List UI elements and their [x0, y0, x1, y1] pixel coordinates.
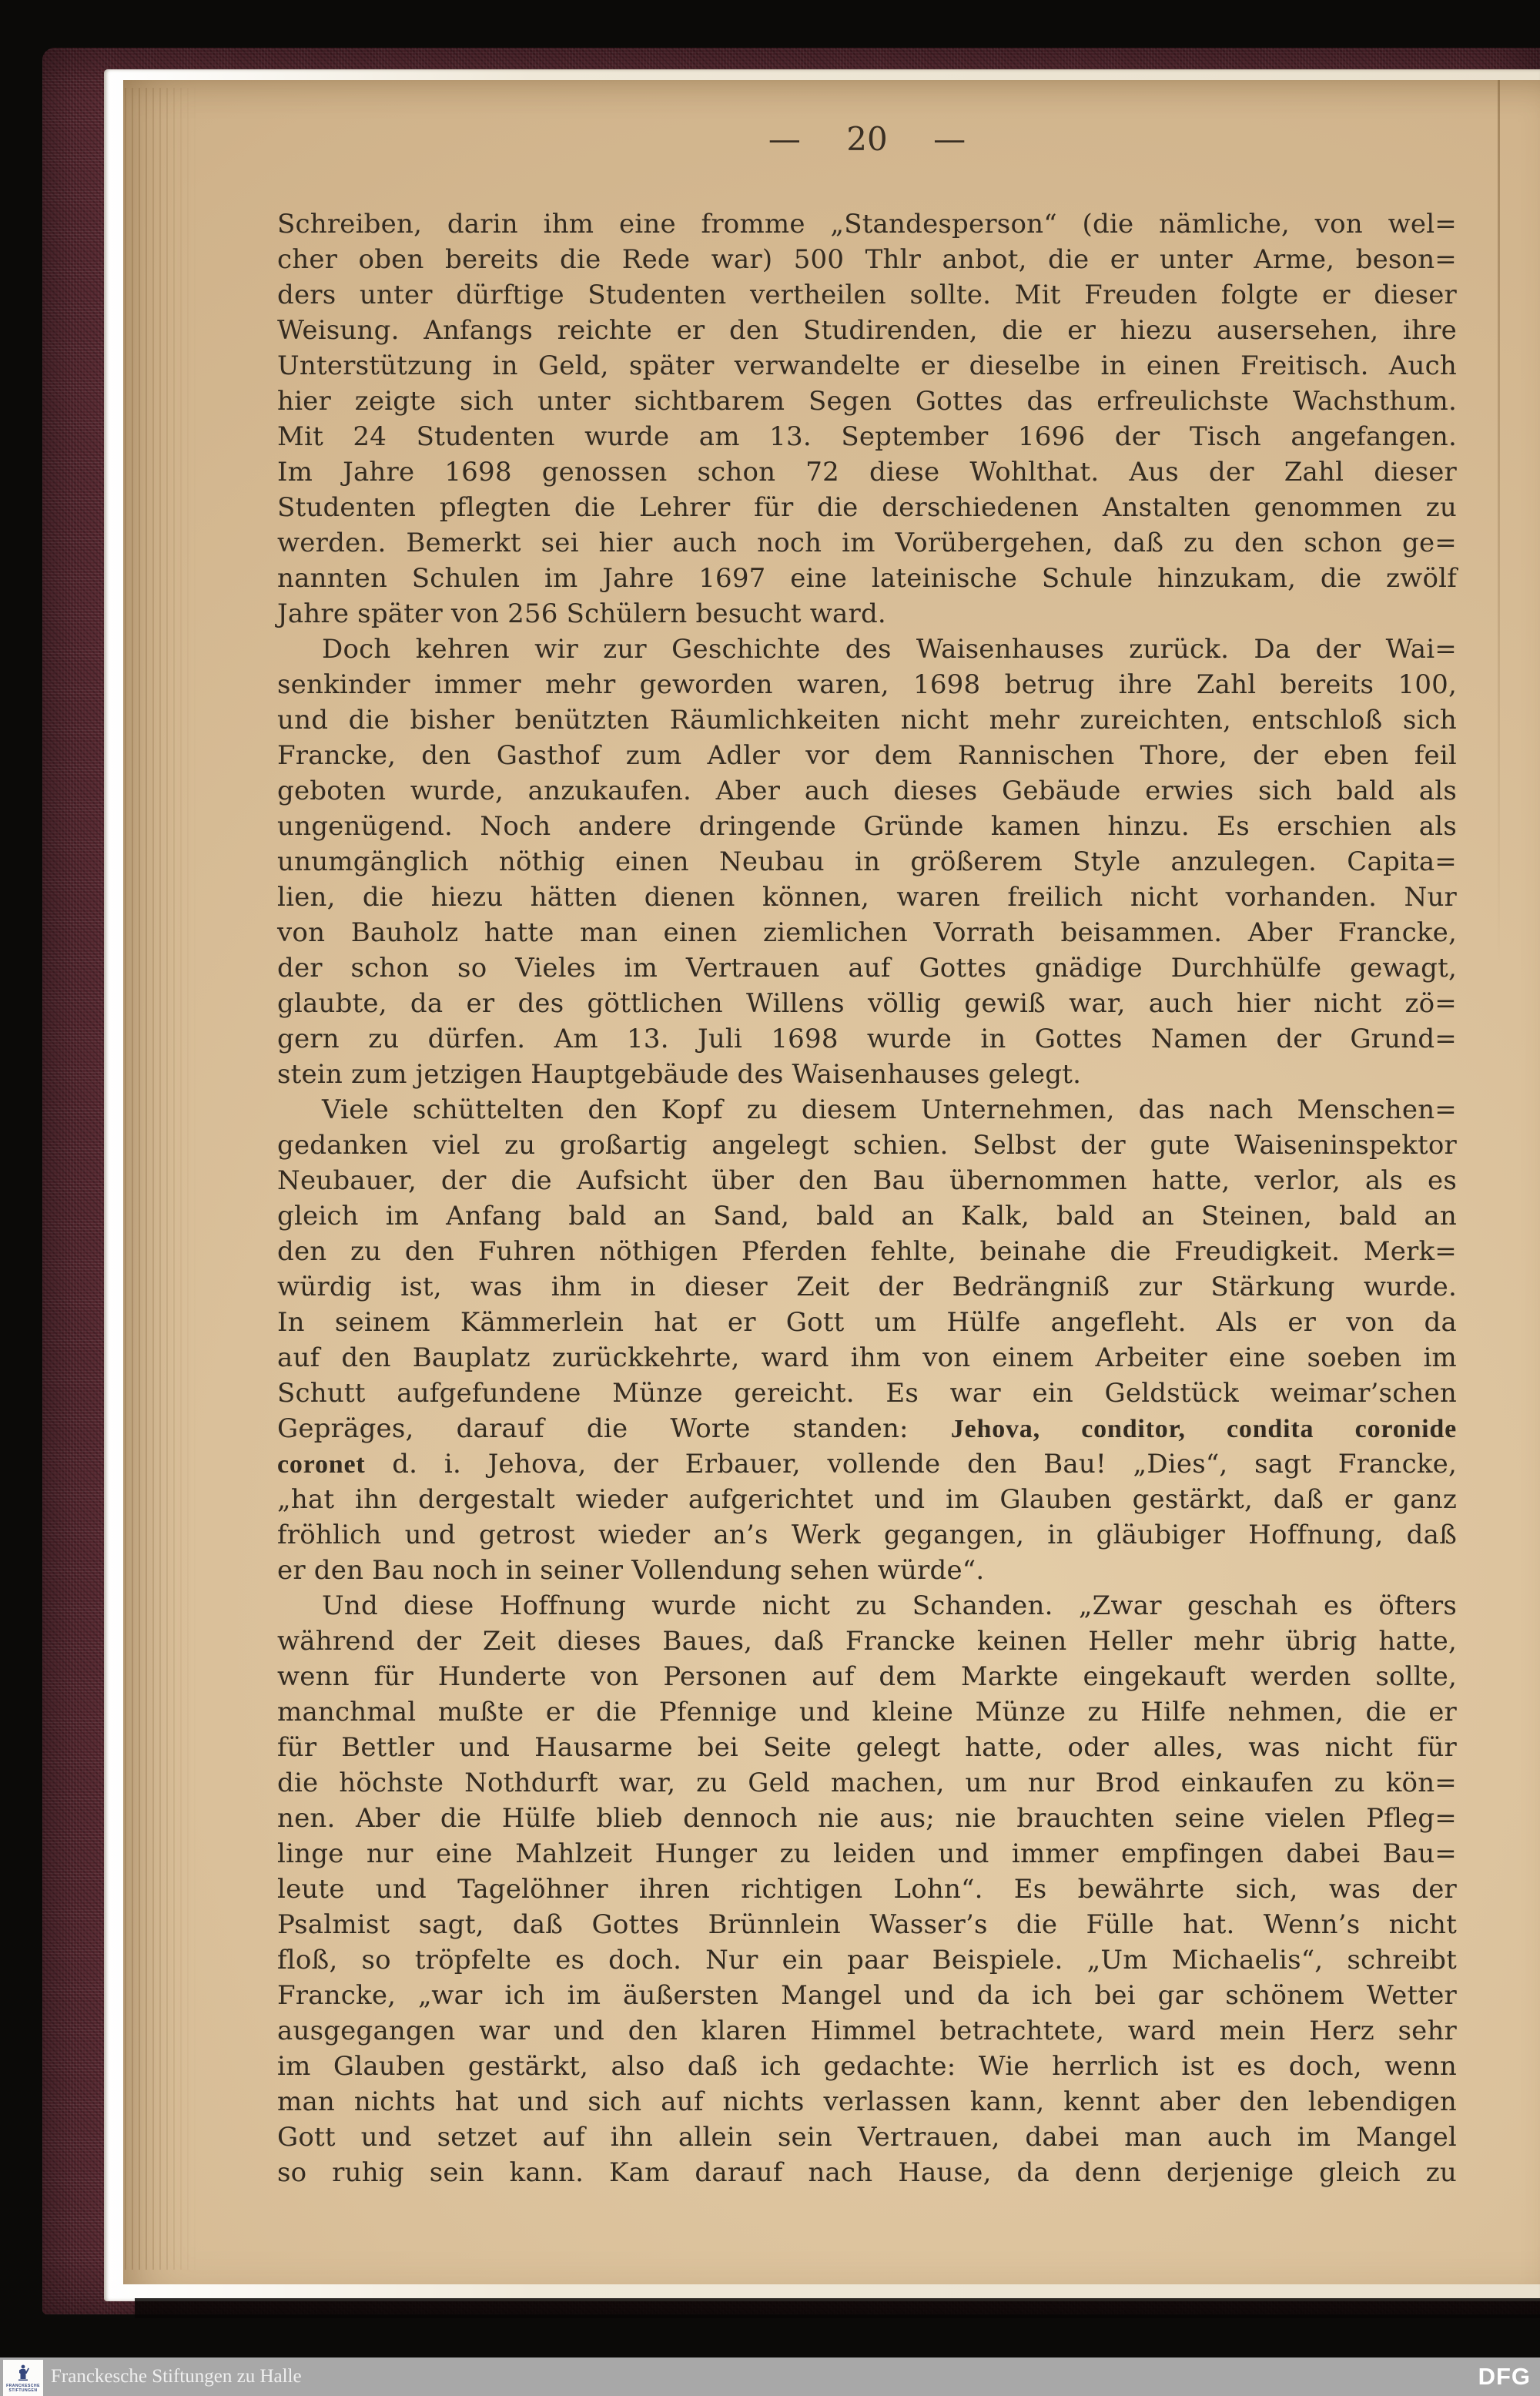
- fraktur-text: Neubauer, der die Aufsicht über den Bau übernommen hatte, verlor, als es: [277, 1165, 1457, 1196]
- text-line: [277, 1836, 1457, 1872]
- fraktur-text: Gott und setzet auf ihn allein sein Vertrauen, dabei man auch im Mangel: [277, 2122, 1457, 2153]
- fraktur-text: werden. Bemerkt sei hier auch noch im Vorübergehen, daß zu den schon ge=: [277, 528, 1457, 558]
- fraktur-text: für Bettler und Hausarme bei Seite gelegt hatte, oder alles, was nicht für: [277, 1732, 1457, 1763]
- text-line: [277, 313, 1457, 348]
- fraktur-text: linge nur eine Mahlzeit Hunger zu leiden und immer empfingen dabei Bau=: [277, 1838, 1457, 1869]
- text-line: [277, 1517, 1457, 1553]
- text-line: [277, 1730, 1457, 1765]
- antiqua-bold-text: Jehova, conditor, condita coronide: [950, 1415, 1457, 1443]
- text-line: [277, 1128, 1457, 1163]
- text-line: [277, 702, 1457, 738]
- fraktur-text: so ruhig sein kann. Kam darauf nach Hause, da denn derjenige gleich zu: [277, 2157, 1457, 2188]
- fraktur-text: gedanken viel zu großartig angelegt schien. Selbst der gute Waiseninspektor: [277, 1130, 1457, 1161]
- text-line: [277, 915, 1457, 950]
- franckesche-stiftungen-logo: [3, 2360, 43, 2396]
- text-line: [277, 1234, 1457, 1269]
- antiqua-bold-text: coronet: [277, 1450, 366, 1479]
- text-line: [277, 844, 1457, 880]
- fraktur-text: nen. Aber die Hülfe blieb dennoch nie aus; nie brauchten seine vielen Pfleg=: [277, 1803, 1457, 1834]
- fraktur-text: stein zum jetzigen Hauptgebäude des Waisenhauses gelegt.: [277, 1059, 1082, 1090]
- fraktur-text: gleich im Anfang bald an Sand, bald an Kalk, bald an Steinen, bald an: [277, 1201, 1457, 1232]
- text-line: [277, 2155, 1457, 2190]
- text-line: [277, 348, 1457, 384]
- text-line: [277, 1021, 1457, 1057]
- text-line: [277, 1163, 1457, 1198]
- fraktur-text: fröhlich und getrost wieder an’s Werk gegangen, in gläubiger Hoffnung, daß: [277, 1520, 1457, 1550]
- text-line: [277, 773, 1457, 809]
- fraktur-text: Psalmist sagt, daß Gottes Brünnlein Wasser’s die Fülle hat. Wenn’s nicht: [277, 1909, 1457, 1940]
- logo-caption-line2: STIFTUNGEN: [8, 2388, 38, 2393]
- fraktur-text: Gepräges, darauf die Worte standen:: [277, 1413, 951, 1444]
- text-line: [277, 1624, 1457, 1659]
- text-line: [277, 1659, 1457, 1694]
- fraktur-text: wenn für Hunderte von Personen auf dem Markte eingekauft werden sollte,: [277, 1661, 1457, 1692]
- page-number: — 20 —: [768, 120, 966, 158]
- fraktur-text: auf den Bauplatz zurückkehrte, ward ihm von einem Arbeiter eine soeben im: [277, 1342, 1457, 1373]
- text-line: [277, 950, 1457, 986]
- institution-label: Franckesche Stiftungen zu Halle: [51, 2366, 302, 2387]
- text-line: [277, 1553, 1457, 1588]
- page-curl-striations: [125, 88, 198, 2270]
- text-line: [277, 2013, 1457, 2049]
- francke-figure-icon: [16, 2364, 30, 2384]
- text-line: [277, 206, 1457, 242]
- fraktur-text: leute und Tagelöhner ihren richtigen Lohn“. Es bewährte sich, was der: [277, 1874, 1457, 1905]
- fraktur-text: ungenügend. Noch andere dringende Gründe kamen hinzu. Es erschien als: [277, 811, 1457, 842]
- text-line: [277, 986, 1457, 1021]
- text-line: [277, 1446, 1457, 1482]
- book-page: [123, 80, 1540, 2284]
- fraktur-text: glaubte, da er des göttlichen Willens völlig gewiß war, auch hier nicht zö=: [277, 988, 1457, 1019]
- text-line: [277, 525, 1457, 561]
- fraktur-text: Weisung. Anfangs reichte er den Studirenden, die er hiezu ausersehen, ihre: [277, 315, 1457, 346]
- fraktur-text: Schutt aufgefundene Münze gereicht. Es war ein Geldstück weimar’schen: [277, 1378, 1457, 1409]
- text-line: [277, 419, 1457, 454]
- viewer-footer-bar: [0, 2357, 1540, 2396]
- text-line: [277, 1588, 1457, 1624]
- text-line: [277, 2084, 1457, 2120]
- text-line: [277, 738, 1457, 773]
- fraktur-text: d. i. Jehova, der Erbauer, vollende den Bau! „Dies“, sagt Francke,: [365, 1449, 1457, 1479]
- fraktur-text: den zu den Fuhren nöthigen Pferden fehlte, beinahe die Freudigkeit. Merk=: [277, 1236, 1457, 1267]
- book-bottom-shadow: [135, 2298, 1540, 2318]
- fraktur-text: von Bauholz hatte man einen ziemlichen Vorrath beisammen. Aber Francke,: [277, 917, 1457, 948]
- fraktur-text: nannten Schulen im Jahre 1697 eine lateinische Schule hinzukam, die zwölf: [277, 563, 1457, 594]
- fraktur-text: floß, so tröpfelte es doch. Nur ein paar Beispiele. „Um Michaelis“, schreibt: [277, 1945, 1457, 1975]
- fraktur-text: cher oben bereits die Rede war) 500 Thlr anbot, die er unter Arme, beson=: [277, 244, 1457, 275]
- fraktur-text: manchmal mußte er die Pfennige und kleine Münze zu Hilfe nehmen, die er: [277, 1697, 1457, 1727]
- text-line: [277, 242, 1457, 277]
- fraktur-text: er den Bau noch in seiner Vollendung sehen würde“.: [277, 1555, 985, 1586]
- fraktur-text: unumgänglich nöthig einen Neubau in größerem Style anzulegen. Capita=: [277, 846, 1457, 877]
- text-line: [277, 1092, 1457, 1128]
- text-line: [277, 1801, 1457, 1836]
- fraktur-text: Im Jahre 1698 genossen schon 72 diese Wohlthat. Aus der Zahl dieser: [277, 457, 1457, 488]
- text-line: [277, 1694, 1457, 1730]
- text-line: [277, 2049, 1457, 2084]
- fraktur-text: senkinder immer mehr geworden waren, 1698 betrug ihre Zahl bereits 100,: [277, 669, 1457, 700]
- fraktur-text: geboten wurde, anzukaufen. Aber auch dieses Gebäude erwies sich bald als: [277, 776, 1457, 806]
- text-line: [277, 667, 1457, 702]
- text-line: [277, 1942, 1457, 1978]
- fraktur-text: hier zeigte sich unter sichtbarem Segen Gottes das erfreulichste Wachsthum.: [277, 386, 1457, 417]
- page-crease: [1498, 80, 1500, 966]
- fraktur-text: Und diese Hoffnung wurde nicht zu Schanden. „Zwar geschah es öfters: [322, 1590, 1457, 1621]
- fraktur-text: Mit 24 Studenten wurde am 13. September 1696 der Tisch angefangen.: [277, 421, 1457, 452]
- text-line: [277, 1765, 1457, 1801]
- fraktur-text: Unterstützung in Geld, später verwandelte er dieselbe in einen Freitisch. Auch: [277, 350, 1457, 381]
- dfg-logo: DFG: [1478, 2363, 1531, 2390]
- text-line: [277, 1340, 1457, 1376]
- text-line: [277, 1482, 1457, 1517]
- fraktur-text: die höchste Nothdurft war, zu Geld machen, um nur Brod einkaufen zu kön=: [277, 1768, 1457, 1798]
- fraktur-text: man nichts hat und sich auf nichts verlassen kann, kennt aber den lebendigen: [277, 2086, 1457, 2117]
- fraktur-text: im Glauben gestärkt, also daß ich gedachte: Wie herrlich ist es doch, wenn: [277, 2051, 1457, 2082]
- text-line: [277, 1305, 1457, 1340]
- fraktur-text: Doch kehren wir zur Geschichte des Waisenhauses zurück. Da der Wai=: [322, 634, 1457, 665]
- text-line: [277, 561, 1457, 596]
- text-line: [277, 1872, 1457, 1907]
- fraktur-text: Schreiben, darin ihm eine fromme „Standesperson“ (die nämliche, von wel=: [277, 209, 1457, 240]
- text-block: [277, 206, 1457, 2190]
- fraktur-text: ders unter dürftige Studenten vertheilen sollte. Mit Freuden folgte er dieser: [277, 280, 1457, 310]
- fraktur-text: lien, die hiezu hätten dienen können, waren freilich nicht vorhanden. Nur: [277, 882, 1457, 913]
- fraktur-text: während der Zeit dieses Baues, daß Francke keinen Heller mehr übrig hatte,: [277, 1626, 1457, 1657]
- text-line: [277, 1978, 1457, 2013]
- fraktur-text: gern zu dürfen. Am 13. Juli 1698 wurde in Gottes Namen der Grund=: [277, 1024, 1457, 1054]
- text-line: [277, 1376, 1457, 1411]
- fraktur-text: Francke, „war ich im äußersten Mangel und da ich bei gar schönem Wetter: [277, 1980, 1457, 2011]
- text-line: [277, 809, 1457, 844]
- fraktur-text: „hat ihn dergestalt wieder aufgerichtet und im Glauben gestärkt, daß er ganz: [277, 1484, 1457, 1515]
- logo-caption-line1: FRANCKESCHE: [6, 2383, 40, 2388]
- text-line: [277, 454, 1457, 490]
- fraktur-text: und die bisher benützten Räumlichkeiten nicht mehr zureichten, entschloß sich: [277, 705, 1457, 736]
- text-line: [277, 596, 1457, 632]
- text-line: [277, 2120, 1457, 2155]
- text-line: [277, 632, 1457, 667]
- text-line: [277, 1907, 1457, 1942]
- text-line: [277, 1411, 1457, 1446]
- fraktur-text: In seinem Kämmerlein hat er Gott um Hülfe angefleht. Als er von da: [277, 1307, 1457, 1338]
- text-line: [277, 277, 1457, 313]
- text-line: [277, 1269, 1457, 1305]
- fraktur-text: Jahre später von 256 Schülern besucht ward.: [277, 598, 886, 629]
- fraktur-text: würdig ist, was ihm in dieser Zeit der Bedrängniß zur Stärkung wurde.: [277, 1272, 1457, 1302]
- fraktur-text: der schon so Vieles im Vertrauen auf Gottes gnädige Durchhülfe gewagt,: [277, 953, 1457, 984]
- fraktur-text: Viele schüttelten den Kopf zu diesem Unternehmen, das nach Menschen=: [322, 1094, 1457, 1125]
- text-line: [277, 880, 1457, 915]
- text-line: [277, 384, 1457, 419]
- text-line: [277, 490, 1457, 525]
- text-line: [277, 1198, 1457, 1234]
- fraktur-text: ausgegangen war und den klaren Himmel betrachtete, ward mein Herz sehr: [277, 2016, 1457, 2046]
- text-line: [277, 1057, 1457, 1092]
- fraktur-text: Studenten pflegten die Lehrer für die derschiedenen Anstalten genommen zu: [277, 492, 1457, 523]
- fraktur-text: Francke, den Gasthof zum Adler vor dem Rannischen Thore, der eben feil: [277, 740, 1457, 771]
